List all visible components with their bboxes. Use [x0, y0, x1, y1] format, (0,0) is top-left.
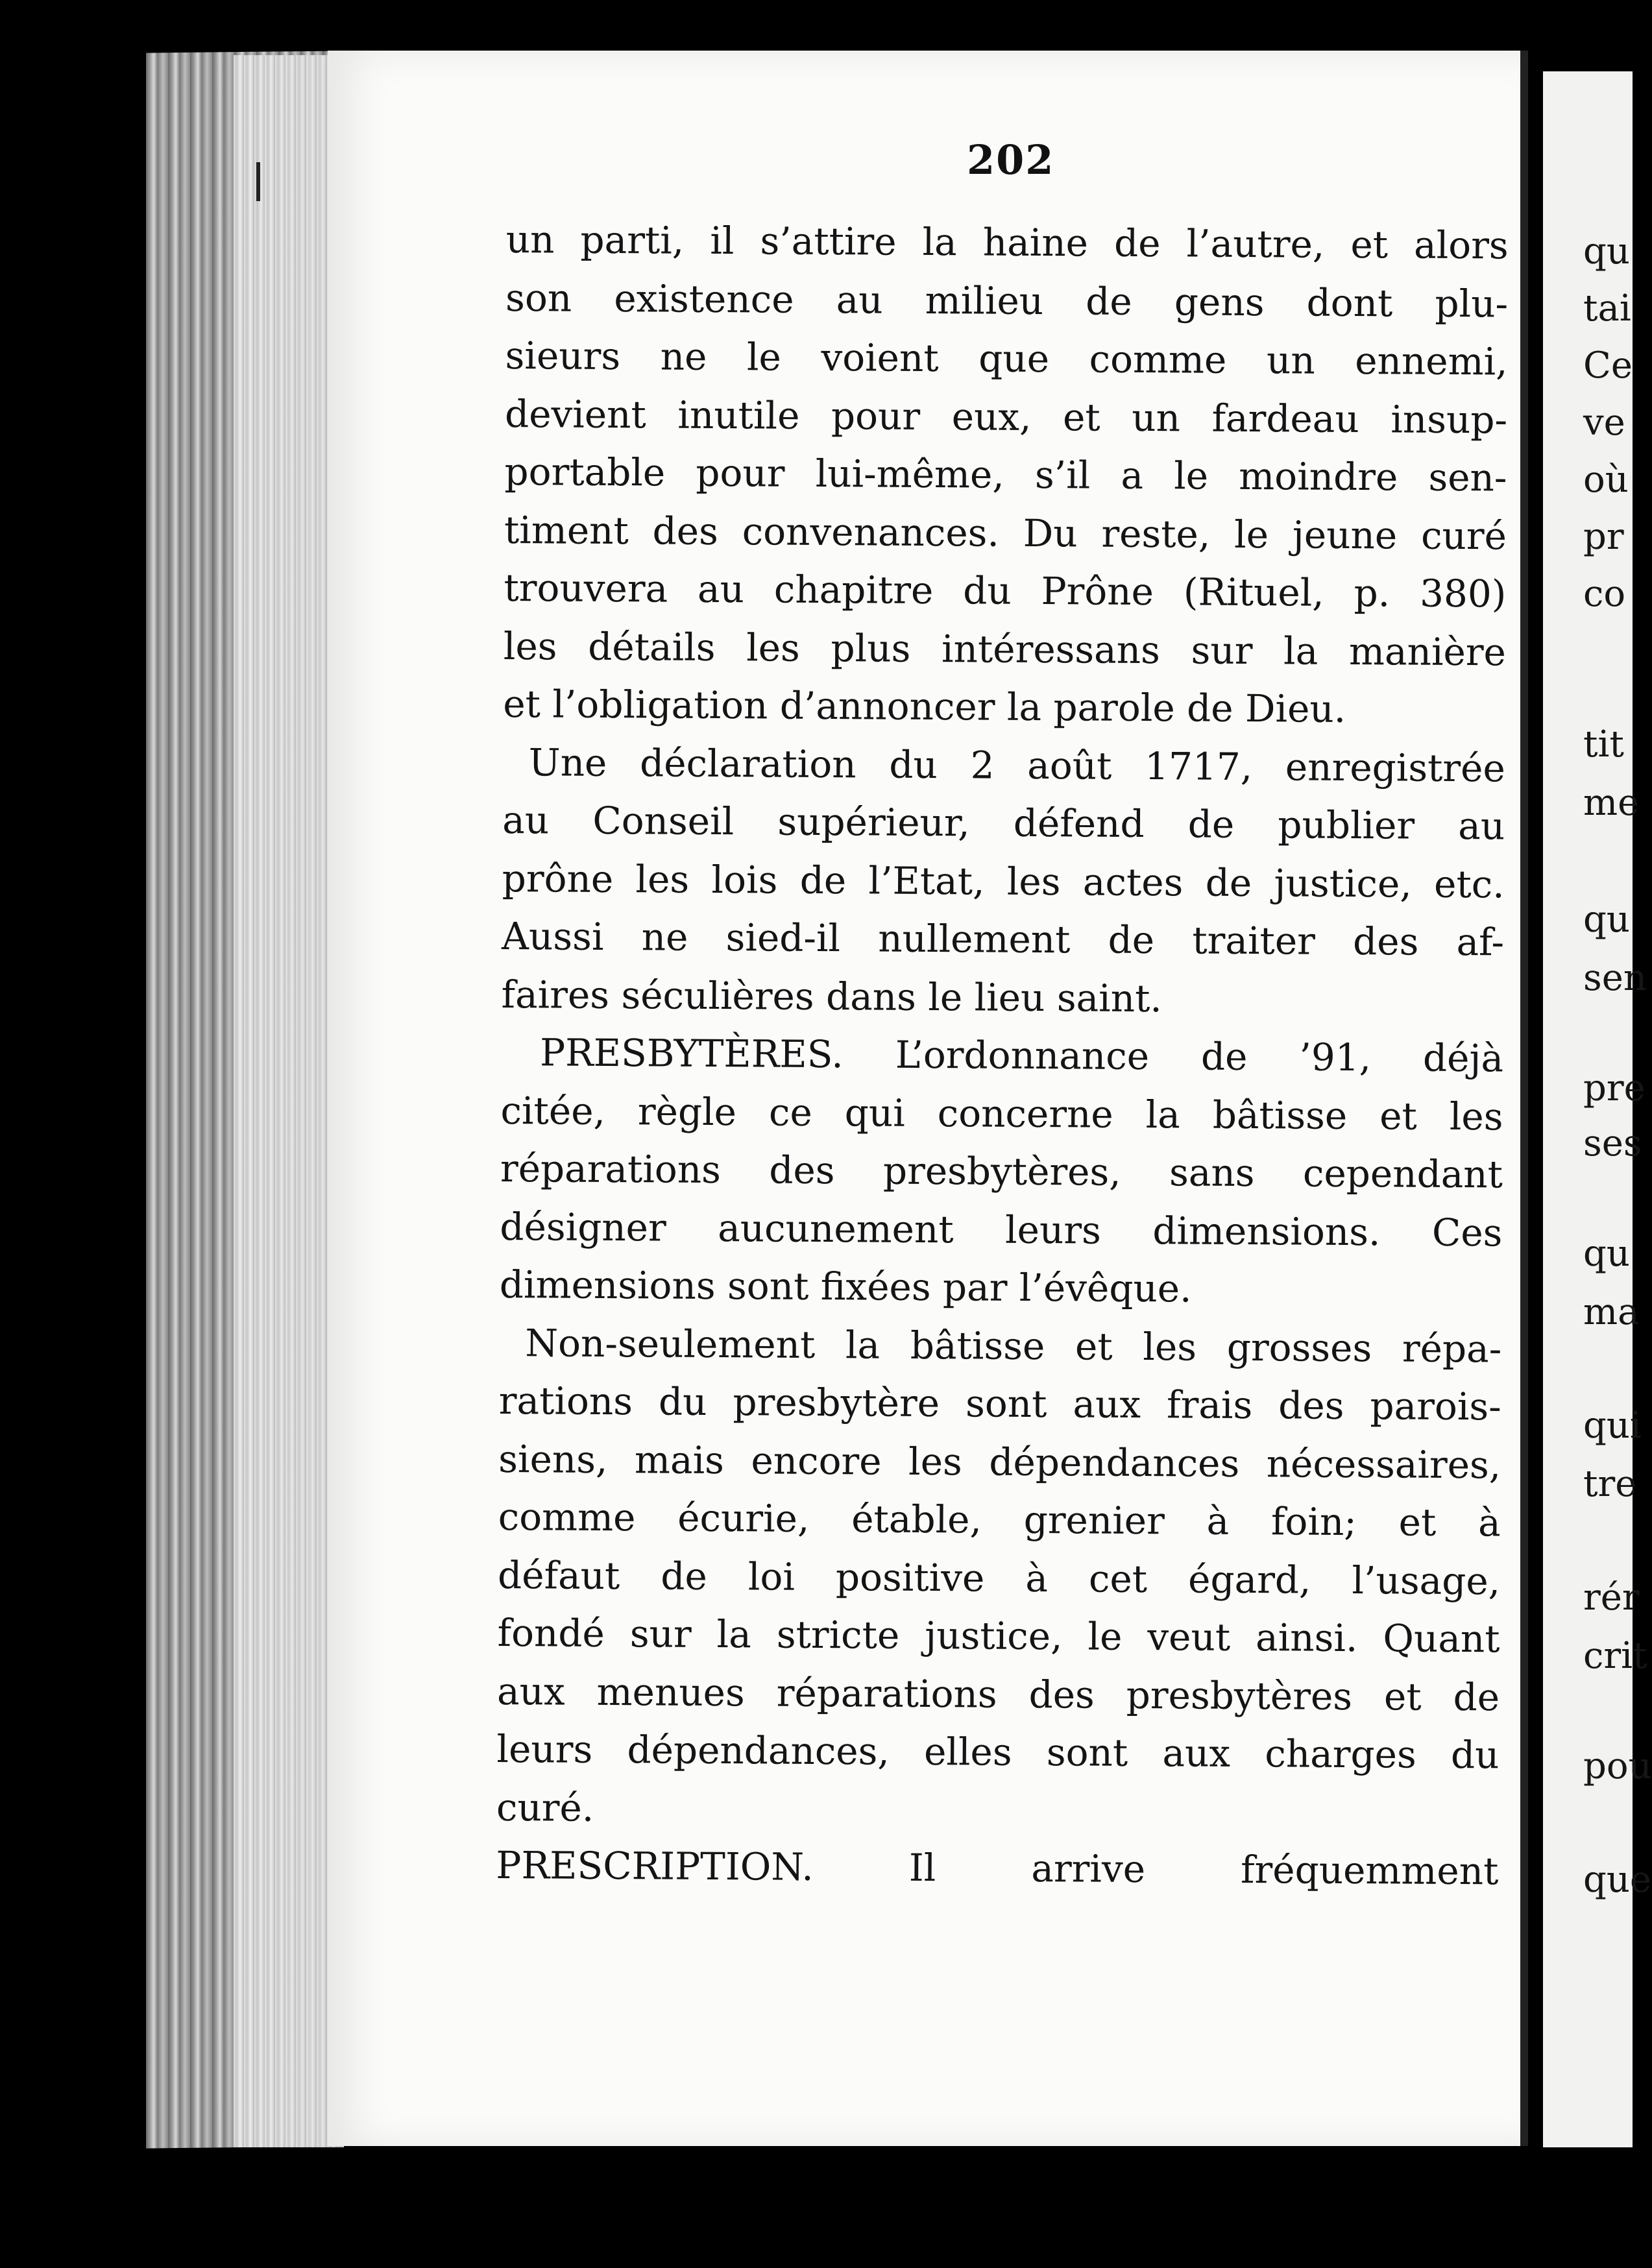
facing-fragment: ma — [1583, 1291, 1640, 1333]
facing-fragment: qu — [1583, 1233, 1630, 1275]
page-body-text — [496, 211, 1509, 1901]
text-line: défaut de loi positive à cet égard, l’usage, — [497, 1552, 1501, 1603]
facing-fragment: ve — [1583, 402, 1625, 444]
text-line: aux menues réparations des presbytères et de — [496, 1669, 1500, 1719]
facing-fragment: tre — [1583, 1463, 1637, 1505]
facing-fragment: pr — [1583, 516, 1624, 558]
facing-fragment: rér — [1583, 1576, 1640, 1619]
text-line: son existence au milieu de gens dont plu- — [505, 275, 1509, 326]
text-line: leurs dépendances, elles sont aux charges du — [496, 1726, 1500, 1778]
text-line: dimensions sont fixées par l’évêque. — [499, 1262, 1192, 1311]
scan-background — [0, 0, 146, 2268]
text-line: faires séculières dans le lieu saint. — [501, 972, 1163, 1020]
page-number: 202 — [967, 136, 1055, 184]
facing-fragment: que — [1583, 1859, 1652, 1901]
facing-fragment: pou — [1583, 1745, 1652, 1787]
facing-fragment: crit — [1583, 1635, 1647, 1677]
text-line: un parti, il s’attire la haine de l’autre, et alors — [505, 217, 1509, 268]
text-line: et l’obligation d’annoncer la parole de Dieu. — [503, 681, 1346, 731]
text-line: Non-seulement la bâtisse et les grosses répa- — [525, 1320, 1502, 1371]
text-line: comme écurie, étable, grenier à foin; et à — [498, 1494, 1501, 1545]
text-line: curé. — [496, 1785, 594, 1830]
text-line: fondé sur la stricte justice, le veut ainsi. Quant — [497, 1610, 1500, 1661]
text-line: trouvera au chapitre du Prône (Rituel, p. 380) — [504, 565, 1507, 616]
text-line: désigner aucunement leurs dimensions. Ces — [500, 1204, 1503, 1255]
facing-fragment: qu — [1583, 899, 1630, 941]
text-line: réparations des presbytères, sans cependant — [500, 1146, 1503, 1197]
text-line: siens, mais encore les dépendances nécessaires, — [498, 1436, 1501, 1487]
section-heading-line: PRESBYTÈRES. L’ordonnance de ’91, déjà — [539, 1030, 1504, 1081]
facing-fragment: qu — [1583, 230, 1630, 272]
text-line: sieurs ne le voient que comme un ennemi, — [505, 333, 1508, 384]
text-line: citée, règle ce qui concerne la bâtisse et les — [500, 1088, 1503, 1139]
facing-fragment: ses — [1583, 1122, 1642, 1164]
facing-fragment: sen — [1583, 957, 1647, 999]
facing-fragment: tit — [1583, 723, 1624, 766]
facing-fragment: co — [1583, 573, 1626, 615]
facing-fragment: me — [1583, 782, 1640, 824]
text-line: au Conseil supérieur, défend de publier au — [502, 797, 1505, 849]
facing-fragment: pre — [1583, 1067, 1646, 1109]
text-line: timent des convenances. Du reste, le jeune curé — [504, 507, 1507, 558]
facing-fragment: où — [1583, 459, 1629, 501]
text-line: rations du presbytère sont aux frais des parois- — [498, 1378, 1501, 1429]
facing-fragment: qui — [1583, 1405, 1642, 1447]
text-line: les détails les plus intéressans sur la manière — [503, 623, 1507, 674]
facing-fragment: tai — [1583, 287, 1631, 330]
text-line: Une déclaration du 2 août 1717, enregistrée — [528, 740, 1505, 790]
edge-mark — [256, 162, 260, 201]
facing-fragment: Ce — [1583, 344, 1633, 387]
section-heading-line: PRESCRIPTION. Il arrive fréquemment — [496, 1842, 1499, 1894]
text-line: devient inutile pour eux, et un fardeau insup- — [504, 391, 1508, 442]
text-line: portable pour lui-même, s’il a le moindre sen- — [504, 449, 1507, 500]
text-line: Aussi ne sied-il nullement de traiter des af- — [501, 913, 1505, 965]
text-line: prône les lois de l’Etat, les actes de justice, etc. — [502, 856, 1505, 906]
